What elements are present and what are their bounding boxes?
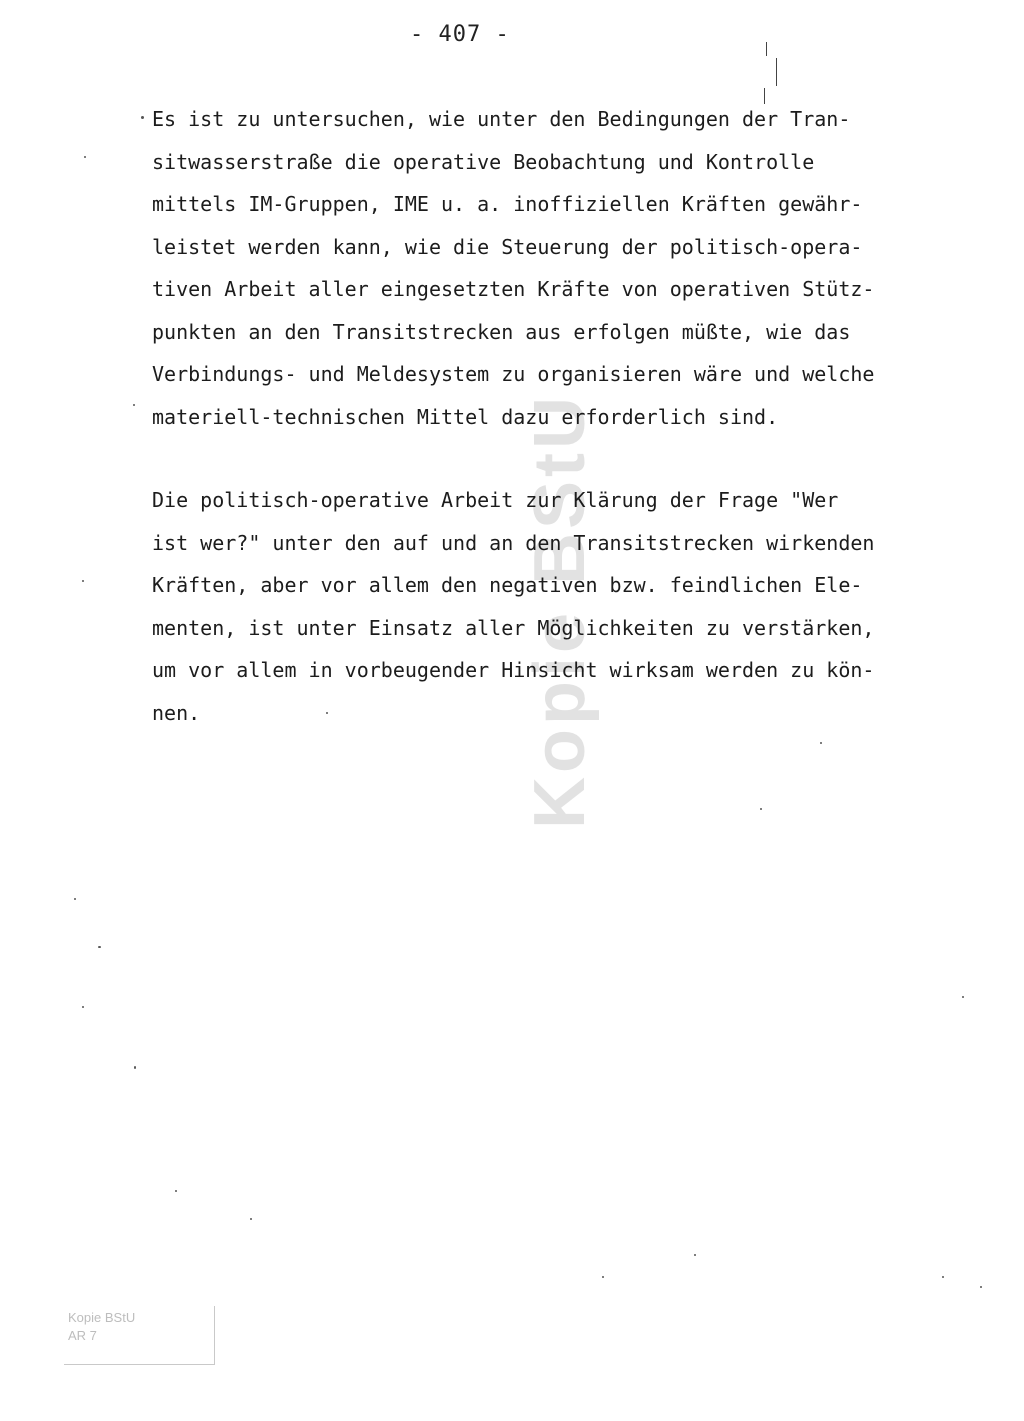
scan-speck [175,1190,177,1192]
text-line: nen. [152,700,201,725]
scan-speck [602,1276,604,1278]
scan-speck [133,404,135,406]
scan-speck [98,946,101,948]
scan-speck [962,996,964,998]
text-line: leistet werden kann, wie die Steuerung der politisch-opera- [152,234,863,259]
scan-speck [141,116,144,119]
text-line: materiell-technischen Mittel dazu erforderlich sind. [152,404,779,429]
kopie-bstu-watermark: Kopie BStU [520,393,600,829]
text-line: ist wer?" unter den auf und an den Transitstrecken wirkenden [152,530,875,555]
text-line: sitwasserstraße die operative Beobachtung und Kontrolle [152,149,815,174]
text-line: Kräften, aber vor allem den negativen bzw. feindlichen Ele- [152,573,863,597]
text-line: Es ist zu untersuchen, wie unter den Bedingungen der Tran- [152,107,851,131]
paragraph-1 [152,98,942,438]
margin-mark [766,42,767,56]
scan-speck [326,712,328,714]
scan-speck [74,898,76,900]
stamp-line-1: Kopie BStU [68,1310,136,1325]
scan-speck [820,742,822,744]
text-line: Verbindungs- und Meldesystem zu organisieren wäre und welche [152,362,875,386]
page-number: - 407 - [410,22,510,47]
scan-speck [942,1276,944,1278]
margin-mark [776,58,777,86]
stamp-line-2: AR 7 [68,1328,97,1343]
text-line: um vor allem in vorbeugender Hinsicht wirksam werden zu kön- [152,658,875,682]
scan-speck [250,1218,252,1220]
scan-speck [82,1006,84,1008]
scan-speck [84,156,86,158]
scan-speck [980,1286,982,1288]
text-line: tiven Arbeit aller eingesetzten Kräfte von operativen Stütz- [152,277,875,301]
paragraph-2 [152,479,942,734]
text-line: punkten an den Transitstrecken aus erfolgen müßte, wie das [152,319,851,344]
text-line: menten, ist unter Einsatz aller Möglichkeiten zu verstärken, [152,615,875,640]
scan-speck [134,1066,136,1069]
scan-speck [82,580,84,582]
margin-mark [764,88,765,104]
text-line: Die politisch-operative Arbeit zur Klärung der Frage "Wer [152,488,839,512]
scan-speck [760,808,762,810]
scan-speck [694,1254,696,1256]
text-line: mittels IM-Gruppen, IME u. a. inoffiziellen Kräften gewähr- [152,192,863,216]
archive-stamp [64,1306,215,1365]
